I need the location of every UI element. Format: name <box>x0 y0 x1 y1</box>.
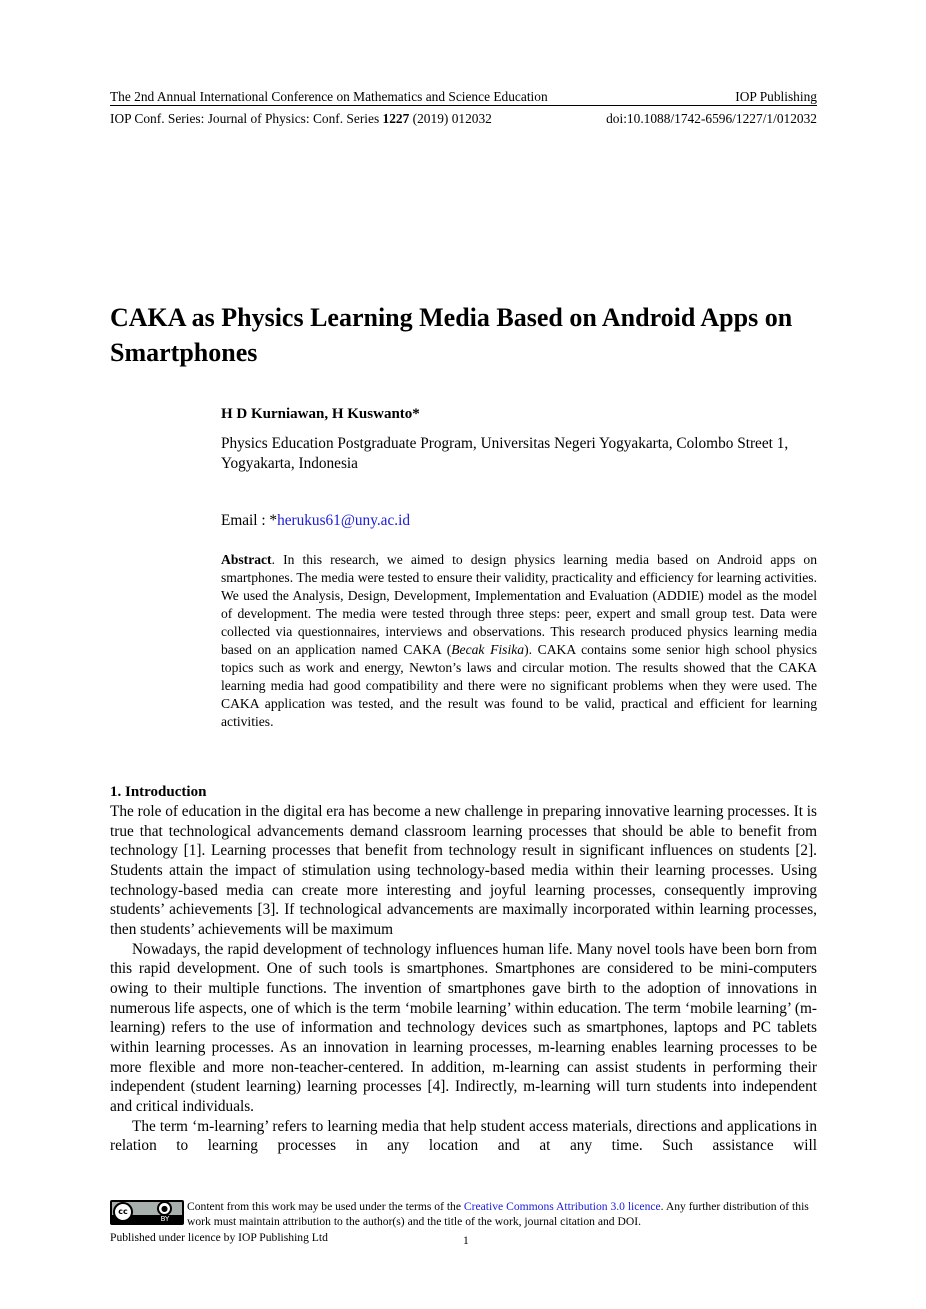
abstract-italic-term: Becak Fisika <box>451 642 525 657</box>
series-volume: 1227 <box>382 111 410 126</box>
running-header-series <box>110 110 492 127</box>
body-paragraph: The term ‘m-learning’ refers to learning media that help student access materials, directions and applications in relation to learning processes in any location and at any time. Such assistance will <box>110 1117 817 1155</box>
running-header-conference: The 2nd Annual International Conference on Mathematics and Science Education <box>110 89 548 104</box>
email-link[interactable]: herukus61@uny.ac.id <box>277 512 410 529</box>
author-affiliation: Physics Education Postgraduate Program, Universitas Negeri Yogyakarta, Colombo Street 1, Yogyakarta, Indonesia <box>221 435 789 472</box>
license-notice <box>187 1199 827 1229</box>
body-paragraph: The role of education in the digital era has become a new challenge in preparing innovative learning processes. It is true that technological advancements demand classroom learning processes that should be able to benefit from technology [1]. Learning processes that benefit from technology result in significant influences on students [2]. Students attain the impact of stimulation using technology-based media within their learning processes. Using technology-based media can create more interesting and joyful learning processes, consequently improving students’ achievements [3]. If technological advancements are maximally incorporated within learning processes, then students’ achievements will be maximum <box>110 803 817 938</box>
abstract-label: Abstract <box>221 552 272 567</box>
creative-commons-badge <box>110 1200 184 1225</box>
published-under-licence: Published under licence by IOP Publishing Ltd <box>110 1231 328 1244</box>
section-heading-introduction: 1. Introduction <box>110 784 207 800</box>
section-body-introduction <box>110 802 817 1156</box>
page-number: 1 <box>463 1234 469 1247</box>
series-prefix: IOP Conf. Series: Journal of Physics: Conf. Series <box>110 111 383 126</box>
abstract-text-1: . In this research, we aimed to design physics learning media based on Android apps on smartphones. The media were tested to ensure their validity, practicality and efficiency for learning activities. We used the Analysis, Design, Development, Implementation and Evaluation (ADDIE) model as the model of development. The media were tested through three steps: peer, expert and small group test. Data were collected via questionnaires, interviews and observations. This research produced physics learning media based on an application named CAKA ( <box>221 552 817 657</box>
running-header-publisher: IOP Publishing <box>735 89 817 104</box>
abstract <box>221 551 817 731</box>
header-rule <box>110 105 817 106</box>
email-label: Email : * <box>221 512 278 529</box>
abstract-text-2: ). CAKA contains some senior high school physics topics such as work and energy, Newton’s laws and circular motion. The results showed that the CAKA learning media had good compatibility and there were no significant problems when they were used. The CAKA application was tested, and the result was found to be valid, practical and efficient for learning activities. <box>221 642 818 729</box>
license-suffix: . Any further distribution of this work must maintain attribution to the author(s) and the title of the work, journal citation and DOI. <box>187 1200 809 1228</box>
series-year-article: (2019) 012032 <box>409 111 492 126</box>
attribution-person-icon: ● <box>157 1201 172 1216</box>
body-paragraph: Nowadays, the rapid development of technology influences human life. Many novel tools have been born from this rapid development. One of such tools is smartphones. Smartphones are considered to be mini-computers owing to their multiple functions. The invention of smartphones gave birth to the adoption of innovations in numerous life aspects, one of which is the term ‘mobile learning’ within education. The term ‘mobile learning’ (m-learning) refers to the use of information and technology devices such as smartphones, laptops and PC tablets within learning processes. As an innovation in learning processes, m-learning enables learning processes to be more flexible and more non-teacher-centered. In addition, m-learning can assist students in performing their independent (student learning) learning processes [4]. Indirectly, m-learning will turn students into independent and critical individuals. <box>110 940 817 1115</box>
license-link[interactable]: Creative Commons Attribution 3.0 licence <box>463 1200 661 1213</box>
running-header-doi: doi:10.1088/1742-6596/1227/1/012032 <box>606 111 817 126</box>
license-prefix: Content from this work may be used under the terms of the <box>187 1200 462 1213</box>
cc-by-label: BY <box>160 1215 170 1223</box>
paper-title: CAKA as Physics Learning Media Based on Android Apps on Smartphones <box>110 303 793 367</box>
cc-logo-icon: cc <box>113 1202 133 1222</box>
author-list: H D Kurniawan, H Kuswanto* <box>221 406 420 422</box>
author-email <box>221 512 410 530</box>
